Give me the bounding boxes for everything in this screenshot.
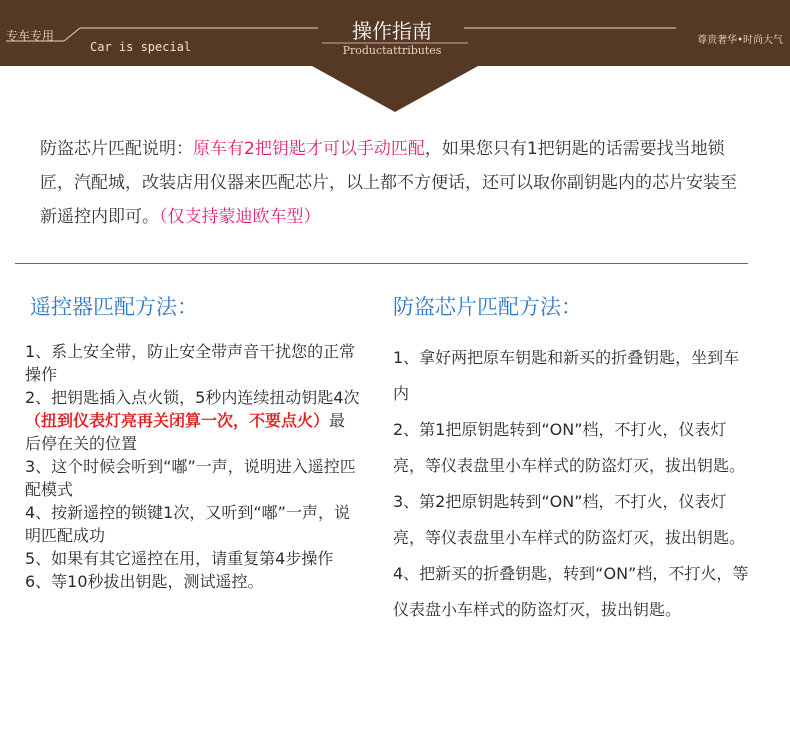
- remote-step-4: 4、按新遥控的锁键1次，又听到“嘟”一声，说明匹配成功: [25, 503, 350, 545]
- remote-step-5: 5、如果有其它遥控在用，请重复第4步操作: [25, 549, 334, 568]
- intro-highlight-1: 原车有2把钥匙才可以手动匹配: [193, 139, 425, 159]
- remote-step-3: 3、这个时候会听到“嘟”一声，说明进入遥控匹配模式: [25, 457, 356, 499]
- chip-step-3: 3、第2把原钥匙转到“ON”档，不打火，仪表灯亮，等仪表盘里小车样式的防盗灯灭，拔出钥匙。: [393, 492, 746, 547]
- chip-pairing-title: 防盗芯片匹配方法：: [393, 295, 582, 319]
- remote-step-6: 6、等10秒拔出钥匙，测试遥控。: [25, 572, 264, 591]
- remote-step-2-text: 2、把钥匙插入点火锁，5秒内连续扭动钥匙4次: [25, 388, 360, 407]
- remote-pairing-steps: [25, 340, 360, 593]
- chip-step-1: 1、拿好两把原车钥匙和新买的折叠钥匙，坐到车内: [393, 348, 740, 403]
- remote-step-2-tail: 最后停在关的位置: [25, 411, 346, 453]
- intro-highlight-2: （仅支持蒙迪欧车型）: [159, 207, 321, 227]
- remote-step-2-warning: （扭到仪表灯亮再关闭算一次，不要点火）: [25, 411, 330, 430]
- banner-right-text: 尊贵奢华•时尚大气: [697, 35, 783, 46]
- chip-step-4: 4、把新买的折叠钥匙，转到“ON”档，不打火，等仪表盘小车样式的防盗灯灭，拔出钥匙。: [393, 564, 749, 619]
- intro-text-2: ，如果您只有1把钥匙的话需要找当地锁匠，汽配城，改装店用仪器来匹配芯片，以上都不方便话，还可以取你副钥匙内的芯片安装至新遥控内即可。: [40, 139, 737, 227]
- section-divider: [15, 263, 748, 264]
- remote-pairing-title: 遥控器匹配方法：: [30, 295, 198, 319]
- banner-left-bottom-text: Car is special: [90, 40, 192, 54]
- chip-step-2: 2、第1把原钥匙转到“ON”档，不打火，仪表灯亮，等仪表盘里小车样式的防盗灯灭，拔出钥匙。: [393, 420, 746, 475]
- chip-pairing-steps: [393, 340, 753, 628]
- remote-step-2: [25, 386, 360, 455]
- banner-subtitle: Productattributes: [342, 44, 442, 57]
- intro-text-1: 防盗芯片匹配说明：: [40, 139, 193, 159]
- remote-step-1: 1、系上安全带，防止安全带声音干扰您的正常操作: [25, 342, 356, 384]
- banner-left-top-text: 专车专用: [6, 29, 55, 43]
- banner-title: 操作指南: [352, 19, 432, 43]
- intro-paragraph: [40, 132, 750, 234]
